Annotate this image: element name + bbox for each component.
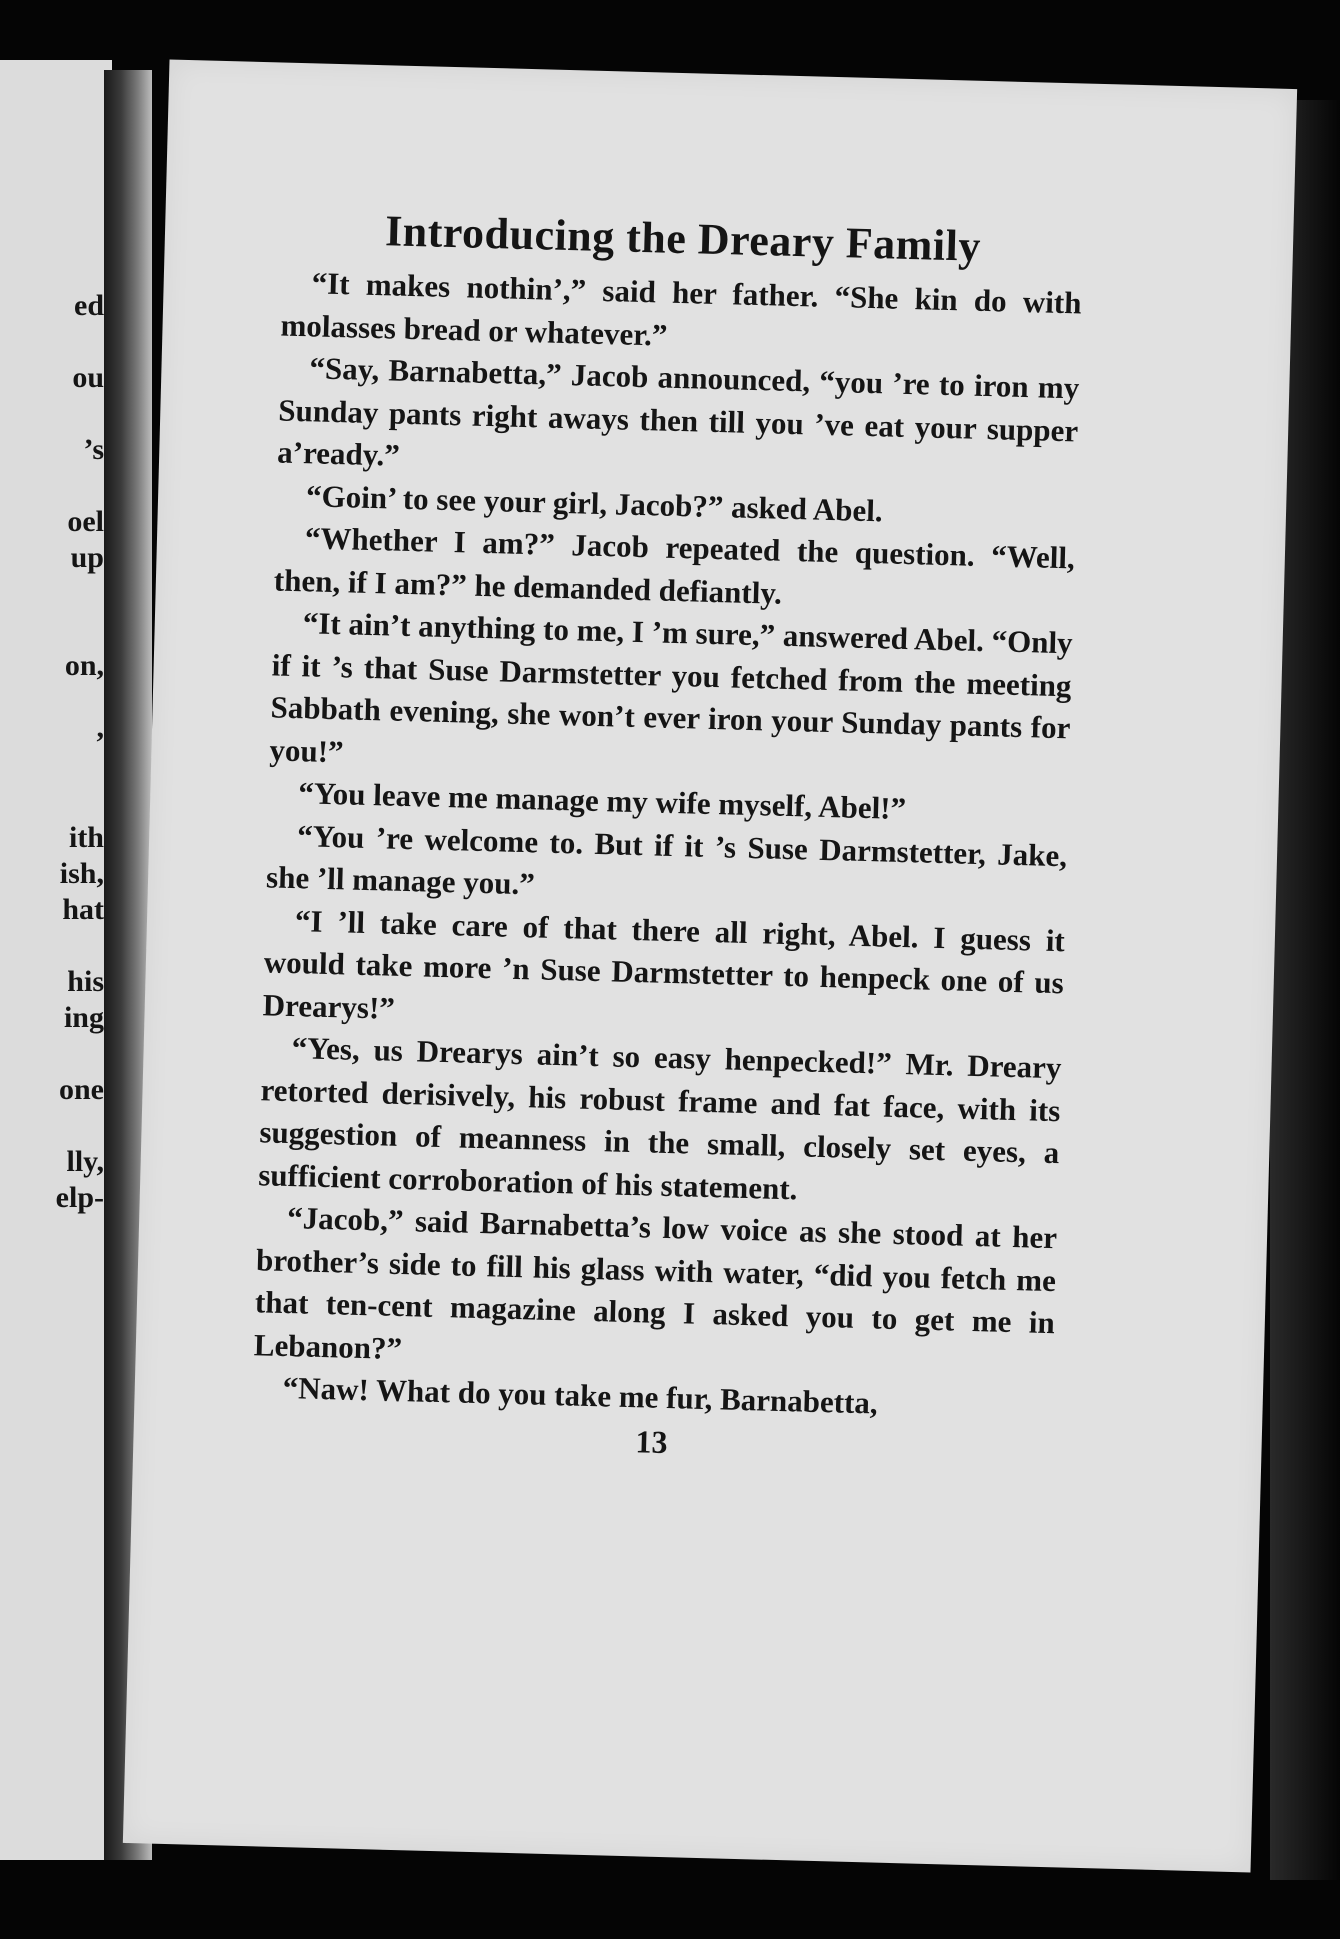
paragraph: “Yes, us Drearys ain’t so easy henpecked!” Mr. Dreary retorted derisively, his robust frame and fat face, with its suggestion of meanness in the small, closely set eyes, a sufficient corroboration of his statement. [257,1030,1062,1206]
left-page-fragment: one [59,1073,104,1106]
left-page-fragment: ing [63,1001,104,1034]
book-page [123,60,1297,1873]
page-number: 13 [635,1422,669,1460]
left-page-fragment: oel [67,505,104,538]
paragraph: “It makes nothin’,” said her father. “She kin do with molasses bread or whatever.” [280,265,1082,353]
left-page-fragment: ’s [83,433,104,466]
left-page-fragment: his [67,965,104,998]
left-page-fragment: , [96,711,104,744]
left-page-fragment: ith [68,821,104,854]
left-page-fragment: elp- [55,1181,104,1214]
left-page-fragment: ed [74,289,104,322]
page-text-block [251,203,1083,1471]
paragraph: “I ’ll take care of that there all right, Abel. I guess it would take more ’n Suse Darmstetter to henpeck one of us Drearys!” [262,902,1066,1026]
paragraph: “Naw! What do you take me fur, Barnabetta, [282,1369,879,1421]
paragraph: “Whether I am?” Jacob repeated the question. “Well, then, if I am?” he demanded defiantly. [273,520,1076,611]
left-page-fragment: up [70,541,104,574]
left-page-fragment: hat [62,893,104,926]
previous-page-edge [0,60,112,1860]
paragraph: “Jacob,” said Barnabetta’s low voice as she stood at her brother’s side to fill his glass with water, “did you fetch me that ten-cent magazine along I asked you to get me in Lebanon?” [253,1200,1058,1366]
paragraph: “It ain’t anything to me, I ’m sure,” answered Abel. “Only if it ’s that Suse Darmstetter you fetched from the meeting Sabbath evening, she won’t ever iron your Sunday pants for you!” [269,605,1074,769]
left-page-fragment: on, [64,649,104,682]
left-page-fragment: ou [72,361,104,394]
running-head: Introducing the Dreary Family [384,206,982,271]
left-page-fragment: lly, [66,1145,104,1178]
left-page-fragment: ish, [59,857,104,890]
paragraph: “Goin’ to see your girl, Jacob?” asked Abel. [305,477,884,528]
paragraph: “Say, Barnabetta,” Jacob announced, “you ’re to iron my Sunday pants right aways then till you ’ve eat your supper a’ready.” [276,350,1080,473]
paragraph: “You leave me manage my wife myself, Abel!” [297,775,907,827]
paragraph: “You ’re welcome to. But if it ’s Suse Darmstetter, Jake, she ’ll manage you.” [265,817,1068,902]
